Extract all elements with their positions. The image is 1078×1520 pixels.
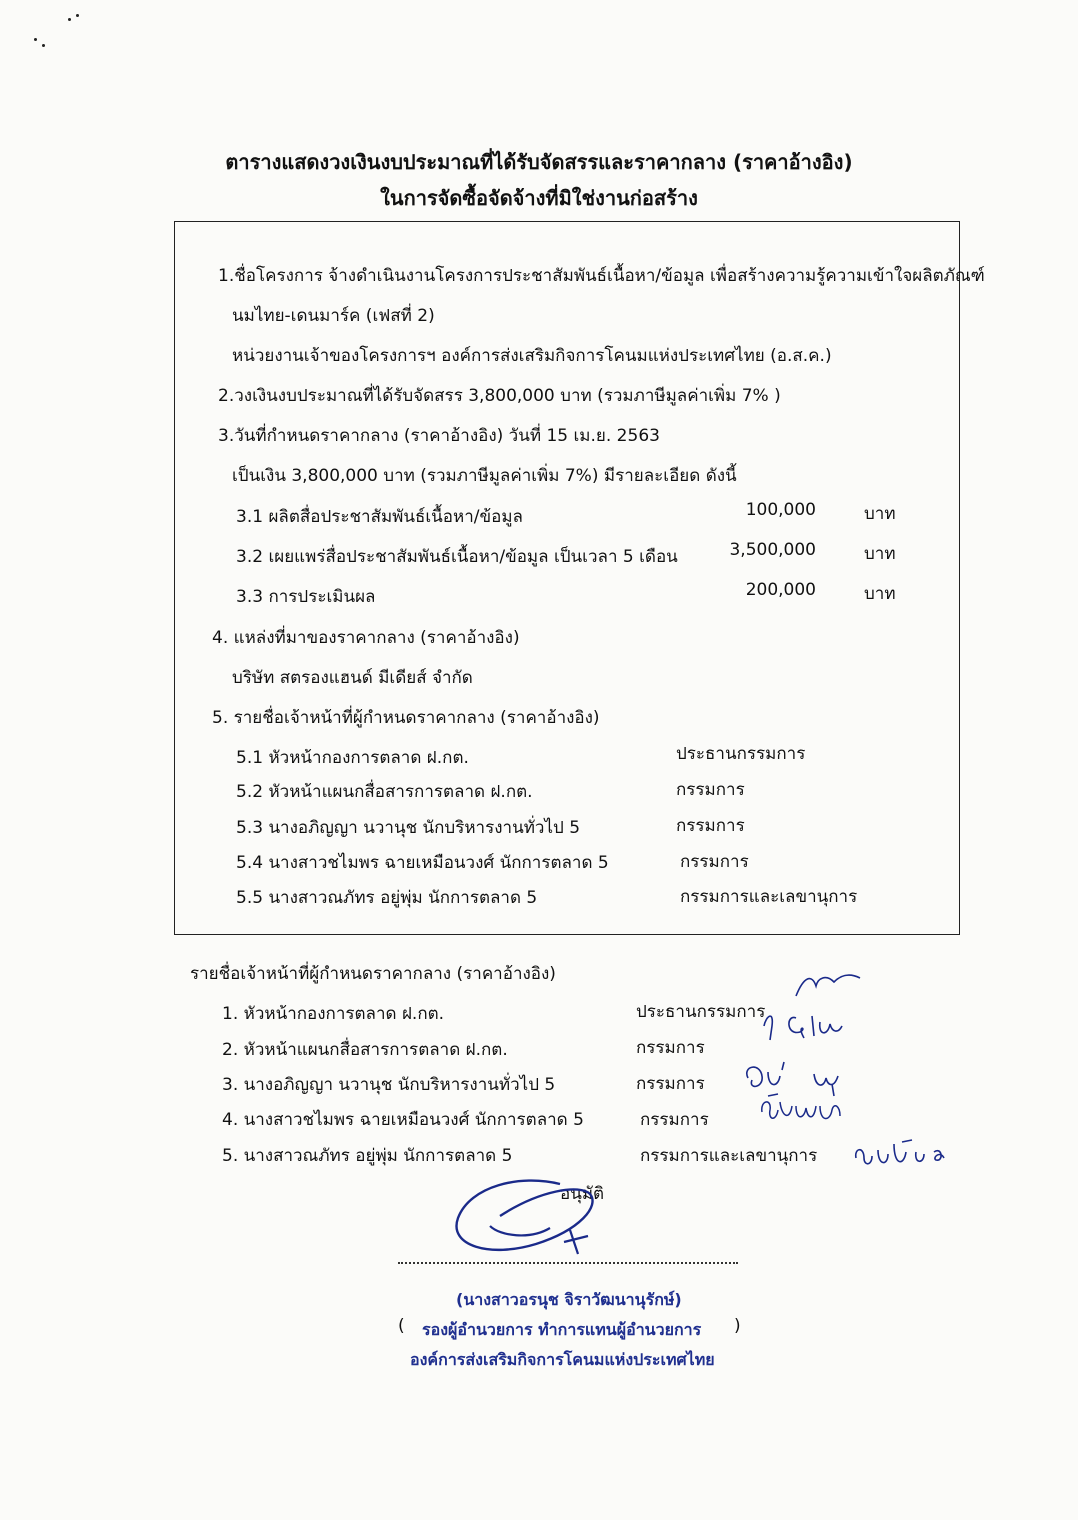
handwritten-signature — [756, 966, 866, 1046]
signer-role: กรรมการ — [640, 1110, 709, 1130]
budget-allocated: 2.วงเงินงบประมาณที่ได้รับจัดสรร 3,800,000 บาท (รวมภาษีมูลค่าเพิ่ม 7% ) — [218, 386, 781, 406]
signer-name: 3. นางอภิญญา นวานุช นักบริหารงานทั่วไป 5 — [222, 1075, 556, 1095]
approver-name: (นางสาวอรนุช จิราวัฒนานุรักษ์) — [456, 1290, 682, 1309]
budget-sub-item-amount: 200,000 — [745, 580, 816, 600]
position-close-paren: ) — [734, 1316, 741, 1336]
handwritten-signature — [850, 1136, 950, 1176]
signer-role: กรรมการและเลขานุการ — [640, 1146, 818, 1166]
document-title-line2: ในการจัดซื้อจัดจ้างที่มิใช่งานก่อสร้าง — [380, 186, 698, 210]
signature-line — [398, 1262, 738, 1264]
officer-name: 5.4 นางสาวชไมพร ฉายเหมือนวงศ์ นักการตลาด 5 — [236, 853, 609, 873]
project-name-line2: นมไทย-เดนมาร์ค (เฟสที่ 2) — [232, 306, 435, 326]
signer-role: กรรมการ — [636, 1074, 705, 1094]
officer-name: 5.3 นางอภิญญา นวานุช นักบริหารงานทั่วไป 5 — [236, 818, 581, 838]
signers-heading: รายชื่อเจ้าหน้าที่ผู้กำหนดราคากลาง (ราคาอ้างอิง) — [190, 964, 556, 984]
officer-role: กรรมการและเลขานุการ — [680, 887, 858, 907]
budget-sub-item-unit: บาท — [864, 544, 896, 564]
position-open-paren: ( — [398, 1316, 405, 1336]
scan-speck — [76, 14, 79, 17]
officer-role: กรรมการ — [676, 780, 745, 800]
price-source-company: บริษัท สตรองแฮนด์ มีเดียส์ จำกัด — [232, 668, 473, 688]
officer-role: ประธานกรรมการ — [676, 744, 806, 764]
price-source-heading: 4. แหล่งที่มาของราคากลาง (ราคาอ้างอิง) — [212, 628, 520, 648]
approver-organization: องค์การส่งเสริมกิจการโคนมแห่งประเทศไทย — [410, 1350, 715, 1369]
approve-label: อนุมัติ — [560, 1184, 605, 1204]
signer-role: ประธานกรรมการ — [636, 1002, 766, 1022]
handwritten-signature — [756, 1092, 846, 1128]
signer-name: 5. นางสาวณภัทร อยู่พุ่ม นักการตลาด 5 — [222, 1146, 513, 1166]
signer-role: กรรมการ — [636, 1038, 705, 1058]
approver-position: รองผู้อำนวยการ ทำการแทนผู้อำนวยการ — [422, 1320, 702, 1339]
officer-name: 5.1 หัวหน้ากองการตลาด ฝ.กต. — [236, 748, 469, 768]
signer-name: 2. หัวหน้าแผนกสื่อสารการตลาด ฝ.กต. — [222, 1040, 508, 1060]
budget-sub-item-label: 3.2 เผยแพร่สื่อประชาสัมพันธ์เนื้อหา/ข้อมูล เป็นเวลา 5 เดือน — [236, 547, 678, 567]
scan-speck — [34, 38, 37, 41]
officer-name: 5.5 นางสาวณภัทร อยู่พุ่ม นักการตลาด 5 — [236, 888, 538, 908]
budget-sub-item-unit: บาท — [864, 504, 896, 524]
budget-sub-item-amount: 3,500,000 — [729, 540, 816, 560]
officers-heading: 5. รายชื่อเจ้าหน้าที่ผู้กำหนดราคากลาง (ราคาอ้างอิง) — [212, 708, 600, 728]
officer-role: กรรมการ — [676, 816, 745, 836]
project-owner: หน่วยงานเจ้าของโครงการฯ องค์การส่งเสริมกิจการโคนมแห่งประเทศไทย (อ.ส.ค.) — [232, 346, 832, 366]
budget-sub-item-amount: 100,000 — [745, 500, 816, 520]
reference-date: 3.วันที่กำหนดราคากลาง (ราคาอ้างอิง) วันที่ 15 เม.ย. 2563 — [218, 426, 660, 446]
reference-amount: เป็นเงิน 3,800,000 บาท (รวมภาษีมูลค่าเพิ่ม 7%) มีรายละเอียด ดังนี้ — [232, 466, 737, 486]
budget-sub-item-label: 3.1 ผลิตสื่อประชาสัมพันธ์เนื้อหา/ข้อมูล — [236, 507, 523, 527]
scan-speck — [42, 44, 45, 47]
officer-role: กรรมการ — [680, 852, 749, 872]
scan-speck — [68, 18, 71, 21]
signer-name: 4. นางสาวชไมพร ฉายเหมือนวงศ์ นักการตลาด 5 — [222, 1110, 584, 1130]
officer-name: 5.2 หัวหน้าแผนกสื่อสารการตลาด ฝ.กต. — [236, 782, 533, 802]
document-title-line1: ตารางแสดงวงเงินงบประมาณที่ได้รับจัดสรรและราคากลาง (ราคาอ้างอิง) — [225, 150, 853, 174]
project-name-line1: 1.ชื่อโครงการ จ้างดำเนินงานโครงการประชาสัมพันธ์เนื้อหา/ข้อมูล เพื่อสร้างความรู้ความเข้าใจผลิตภัณฑ์ — [218, 266, 985, 286]
budget-sub-item-unit: บาท — [864, 584, 896, 604]
budget-sub-item-label: 3.3 การประเมินผล — [236, 587, 376, 607]
approver-signature — [440, 1166, 640, 1266]
signer-name: 1. หัวหน้ากองการตลาด ฝ.กต. — [222, 1004, 445, 1024]
